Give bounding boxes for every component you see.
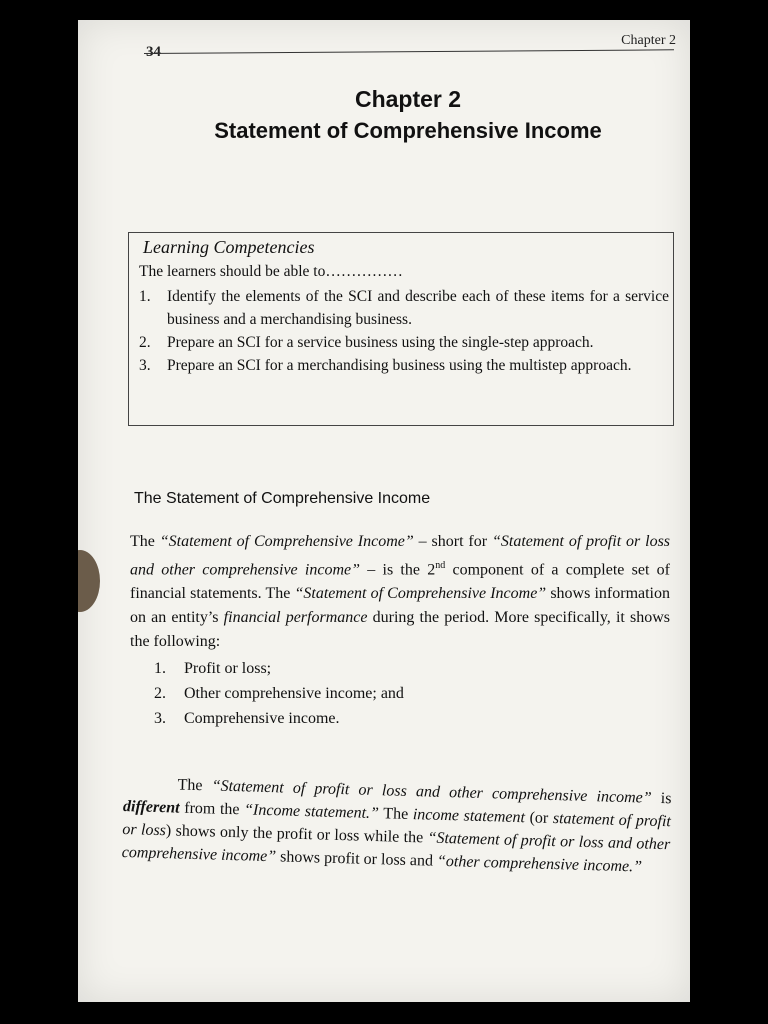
item-text: Profit or loss; xyxy=(184,660,272,677)
list-item xyxy=(154,681,404,706)
paragraph-definition xyxy=(130,530,670,654)
list-item xyxy=(139,354,669,377)
item-number: 3. xyxy=(154,710,166,727)
list-item xyxy=(154,656,404,681)
text-run: – short for xyxy=(413,533,492,550)
competencies-intro: The learners should be able to…………… xyxy=(139,263,403,280)
text-run: financial performance xyxy=(223,609,368,627)
item-text: Prepare an SCI for a service business using the single-step approach. xyxy=(167,334,594,351)
chapter-subtitle: Statement of Comprehensive Income xyxy=(214,118,602,143)
scan-border-bottom xyxy=(0,1002,768,1024)
text-run: income statement xyxy=(412,806,526,827)
item-number: 1. xyxy=(154,660,166,677)
text-run: is xyxy=(651,789,672,808)
text-run: during the period. More specifically, it shows the following: xyxy=(130,609,670,651)
text-run: “other comprehensive income.” xyxy=(436,852,643,876)
header-rule xyxy=(144,49,674,54)
item-number: 2. xyxy=(139,334,151,351)
text-run: “Statement of Comprehensive Income” xyxy=(294,585,547,603)
text-run: – is the 2 xyxy=(360,561,436,579)
text-run: “Statement of profit or loss and other comprehensive income” xyxy=(130,533,671,579)
item-text: Prepare an SCI for a merchandising business using the multistep approach. xyxy=(167,357,632,374)
learning-competencies-box xyxy=(128,232,674,426)
text-run: “Income statement.” xyxy=(243,801,380,823)
text-run: “Statement of profit or loss and other comprehensive income” xyxy=(121,829,671,866)
text-run: (or xyxy=(524,809,554,827)
text-run: nd xyxy=(435,560,446,571)
item-text: Comprehensive income. xyxy=(184,710,340,727)
list-item xyxy=(139,285,669,331)
item-text: Other comprehensive income; and xyxy=(184,685,404,702)
text-run: component of a complete set of financial statements. The xyxy=(130,561,671,603)
section-heading: The Statement of Comprehensive Income xyxy=(134,490,431,507)
text-run: ) shows only the profit or loss while the xyxy=(165,822,428,847)
competencies-heading: Learning Competencies xyxy=(143,237,315,257)
list-item xyxy=(139,331,669,354)
text-run: from the xyxy=(179,799,245,819)
thumb-shadow xyxy=(78,550,100,612)
sci-components-list xyxy=(154,656,404,731)
competencies-list xyxy=(139,285,669,377)
text-run: different xyxy=(122,797,180,817)
item-number: 3. xyxy=(139,357,151,374)
item-number: 2. xyxy=(154,685,166,702)
text-run: shows information on an entity’s xyxy=(130,585,670,627)
paragraph-comparison xyxy=(121,772,671,879)
chapter-title: Chapter 2 xyxy=(354,86,462,112)
text-run: “Statement of Comprehensive Income” xyxy=(159,533,414,550)
book-page xyxy=(78,20,690,1002)
text-run: The xyxy=(130,533,160,550)
list-item xyxy=(154,706,404,731)
item-number: 1. xyxy=(139,288,151,305)
text-run: statement of profit or loss xyxy=(122,809,672,840)
scan-border-top xyxy=(0,0,768,22)
text-run: shows profit or loss and xyxy=(275,848,438,870)
text-run: The xyxy=(177,776,212,795)
running-head: Chapter 2 xyxy=(621,33,676,48)
text-run: “Statement of profit or loss and other comprehensive income” xyxy=(211,777,652,807)
text-run: The xyxy=(378,805,414,824)
item-text: Identify the elements of the SCI and describe each of these items for a service business and a merchandising business. xyxy=(167,288,669,328)
